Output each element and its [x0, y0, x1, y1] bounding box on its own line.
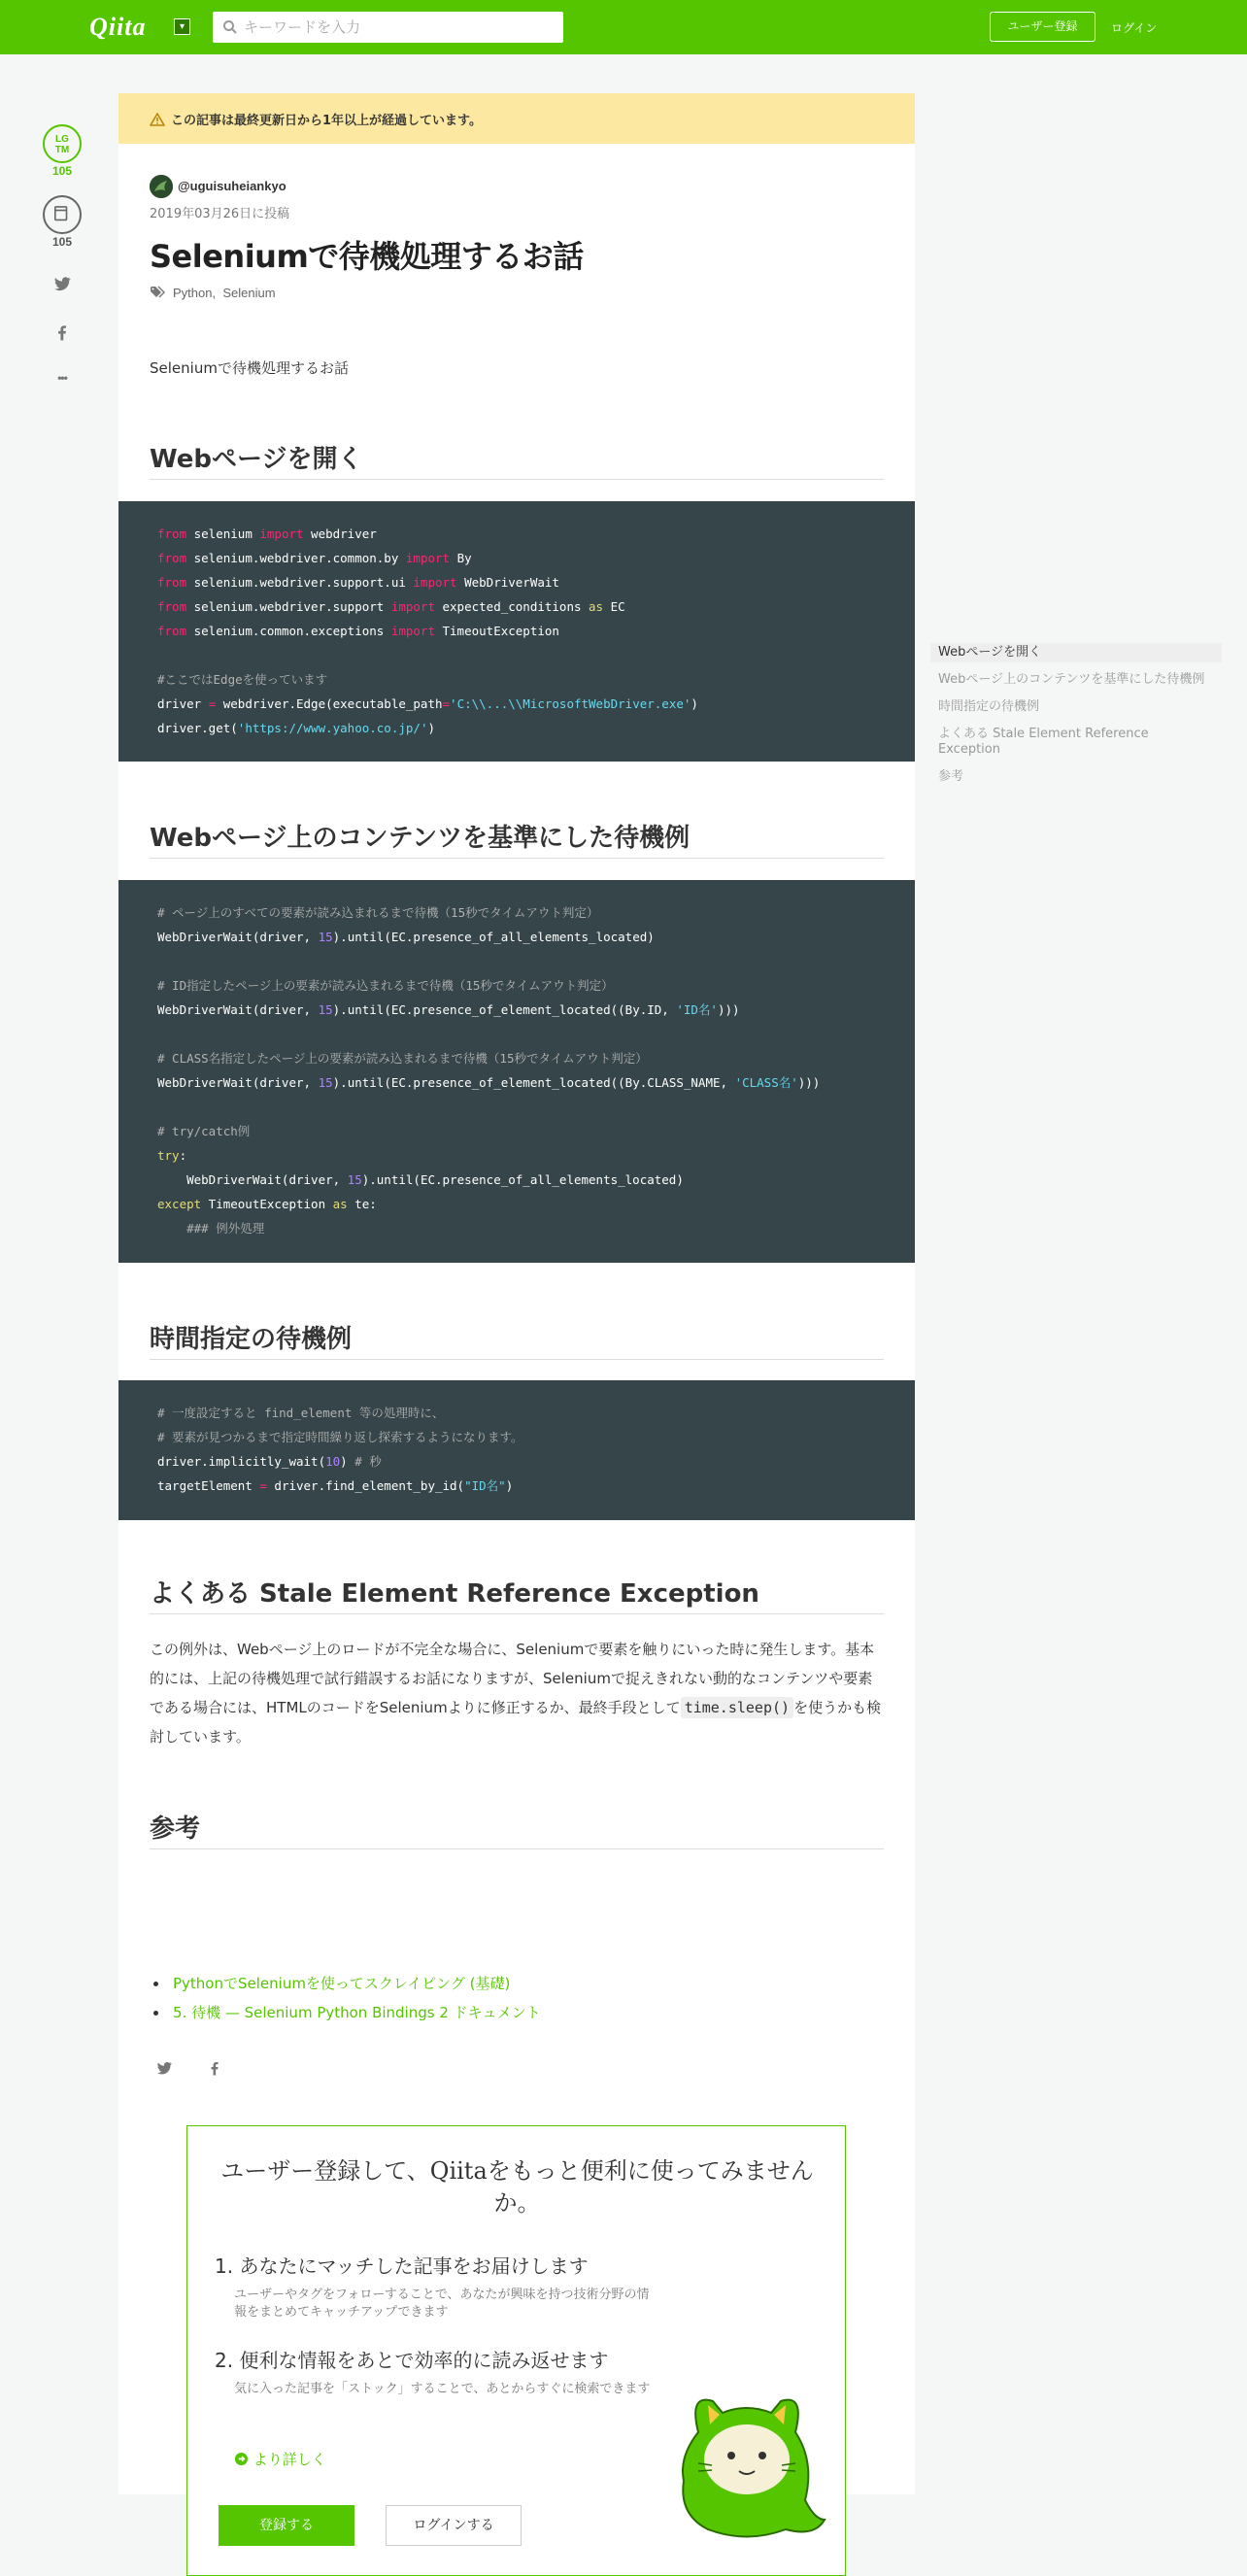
facebook-share-icon[interactable] [43, 322, 82, 346]
stock-icon [45, 197, 80, 232]
reference-list [173, 1969, 541, 2027]
promo-login-button[interactable]: ログインする [386, 2505, 522, 2546]
tag-list: Python, Selenium [150, 286, 276, 300]
code-line [157, 949, 876, 973]
code-line: targetElement = driver.find_element_by_id("ID名") [157, 1478, 514, 1493]
global-header [0, 0, 1247, 54]
section-heading: Webページ上のコンテンツを基準にした待機例 [150, 818, 884, 859]
intro-text: Seleniumで待機処理するお話 [150, 359, 349, 377]
notice-text: この記事は最終更新日から1年以上が経過しています。 [171, 114, 483, 128]
posted-date: 2019年03月26日に投稿 [150, 207, 290, 221]
list-item [173, 1969, 541, 1998]
toc-item[interactable]: Webページを開く [930, 643, 1222, 662]
promo-item [215, 2345, 661, 2398]
tag-python[interactable]: Python [173, 286, 213, 300]
learn-more-link[interactable] [234, 2449, 326, 2469]
toc-item[interactable]: 参考 [938, 769, 964, 784]
lgtm-count: 105 [51, 164, 73, 178]
code-line: # 一度設定すると find_element 等の処理時に、 [157, 1406, 445, 1420]
promo-item-title: 1. あなたにマッチした記事をお届けします [215, 2254, 589, 2278]
qiita-mascot-icon [669, 2374, 825, 2539]
code-line: try: [157, 1148, 187, 1163]
code-line: # ID指定したページ上の要素が読み込まれるまで待機（15秒でタイムアウト判定） [157, 978, 614, 993]
more-options-icon[interactable]: ••• [57, 371, 67, 385]
paragraph [150, 1635, 884, 1751]
header-signup-button[interactable]: ユーザー登録 [990, 12, 1095, 42]
signup-promo-card [186, 2125, 846, 2576]
paragraph-text: この例外は、Webページ上のロードが不完全な場合に、Seleniumで要素を触りにいった時に発生します。基本的には、上記の待機処理で試行錯誤するお話になりますが、Seleniumで捉えきれない動的なコンテンツや要素である場合には、HTMLのコードをSeleniumよりに修正するか、最終手段として [150, 1641, 875, 1716]
code-line: from selenium.webdriver.support import expected_conditions as EC [157, 599, 625, 614]
code-line: WebDriverWait(driver, 15).until(EC.presence_of_all_elements_located) [157, 1172, 684, 1187]
code-line: # CLASS名指定したページ上の要素が読み込まれるまで待機（15秒でタイムアウト判定） [157, 1051, 648, 1066]
article-actions-rail [43, 124, 85, 394]
promo-item-title: 2. 便利な情報をあとで効率的に読み返せます [215, 2349, 609, 2372]
code-line: # try/catch例 [157, 1124, 251, 1138]
code-line [157, 1022, 876, 1046]
code-line: driver.get('https://www.yahoo.co.jp/') [157, 721, 435, 735]
qiita-logo[interactable]: Qiita [89, 13, 147, 41]
toc-item[interactable]: よくある Stale Element Reference Exception [938, 727, 1149, 757]
learn-more-label[interactable]: より詳しく [253, 2451, 326, 2468]
lgtm-label-bottom: TM [54, 145, 70, 155]
toc-item[interactable]: Webページ上のコンテンツを基準にした待機例 [938, 672, 1205, 687]
search-input[interactable] [244, 12, 555, 43]
search-icon [222, 19, 238, 35]
stock-button[interactable] [43, 195, 82, 234]
code-block-3 [118, 1380, 915, 1520]
code-line: from selenium.webdriver.support.ui import WebDriverWait [157, 575, 559, 590]
twitter-icon[interactable] [155, 2059, 179, 2083]
reference-link[interactable]: 5. 待機 — Selenium Python Bindings 2 ドキュメント [173, 2004, 541, 2021]
stock-count: 105 [51, 235, 73, 249]
share-buttons [155, 2059, 253, 2083]
code-line [157, 643, 876, 667]
code-line: from selenium.common.exceptions import TimeoutException [157, 624, 559, 638]
outdated-notice [118, 93, 915, 144]
code-line: from selenium import webdriver [157, 526, 377, 541]
section-heading: 参考 [150, 1809, 884, 1849]
avatar[interactable] [150, 175, 173, 198]
code-line: driver = webdriver.Edge(executable_path='C:\\...\\MicrosoftWebDriver.exe') [157, 696, 698, 711]
logo-menu-chevron-icon[interactable]: ▾ [174, 18, 190, 35]
paragraph-tail: を使うかも検討しています。 [150, 1699, 882, 1746]
warning-icon [150, 113, 165, 126]
code-line: # 要素が見つかるまで指定時間繰り返し探索するようになります。 [157, 1430, 523, 1444]
inline-code: time.sleep() [681, 1697, 793, 1718]
article-title: Seleniumで待機処理するお話 [150, 238, 584, 275]
promo-title: ユーザー登録して、Qiitaをもっと便利に使ってみませんか。 [220, 2157, 814, 2217]
list-item [173, 1998, 541, 2027]
header-login-link[interactable]: ログイン [1111, 21, 1158, 35]
code-line: WebDriverWait(driver, 15).until(EC.presence_of_element_located((By.CLASS_NAME, 'CLASS名'))) [157, 1075, 821, 1090]
code-line: from selenium.webdriver.common.by import By [157, 551, 472, 565]
lgtm-button[interactable] [43, 124, 82, 163]
promo-item [215, 2251, 661, 2322]
code-line: driver.implicitly_wait(10) # 秒 [157, 1454, 382, 1469]
code-line: except TimeoutException as te: [157, 1197, 377, 1211]
promo-signup-button[interactable]: 登録する [219, 2505, 354, 2546]
tag-selenium[interactable]: Selenium [222, 286, 276, 300]
code-line: # ページ上のすべての要素が読み込まれるまで待機（15秒でタイムアウト判定） [157, 905, 599, 920]
author-username[interactable]: @uguisuheiankyo [178, 179, 286, 193]
facebook-icon[interactable] [206, 2059, 229, 2083]
promo-item-desc: ユーザーやタグをフォローすることで、あなたが興味を持つ技術分野の情報をまとめてキャッチアップできます [234, 2288, 650, 2320]
toc-item[interactable]: 時間指定の待機例 [938, 699, 1040, 714]
code-line [157, 1095, 876, 1119]
code-line: WebDriverWait(driver, 15).until(EC.presence_of_element_located((By.ID, 'ID名'))) [157, 1002, 740, 1017]
promo-item-desc: 気に入った記事を「ストック」することで、あとからすぐに検索できます [234, 2382, 651, 2396]
twitter-share-icon[interactable] [43, 274, 82, 297]
tag-icon [150, 286, 167, 299]
code-line: WebDriverWait(driver, 15).until(EC.presence_of_all_elements_located) [157, 930, 655, 944]
lgtm-label-top: LG [55, 134, 69, 145]
reference-link[interactable]: PythonでSeleniumを使ってスクレイピング (基礎) [173, 1975, 511, 1992]
code-line: ### 例外処理 [157, 1221, 265, 1236]
section-heading: Webページを開く [150, 439, 884, 480]
code-block-2 [118, 880, 915, 1263]
search-box[interactable] [213, 12, 563, 43]
section-heading: 時間指定の待機例 [150, 1319, 884, 1360]
article-card [118, 93, 915, 2533]
arrow-circle-icon [234, 2452, 249, 2466]
code-line: #ここではEdgeを使っています [157, 672, 328, 687]
table-of-contents [930, 643, 1222, 795]
code-block-1 [118, 501, 915, 762]
section-heading: よくある Stale Element Reference Exception [150, 1574, 884, 1614]
